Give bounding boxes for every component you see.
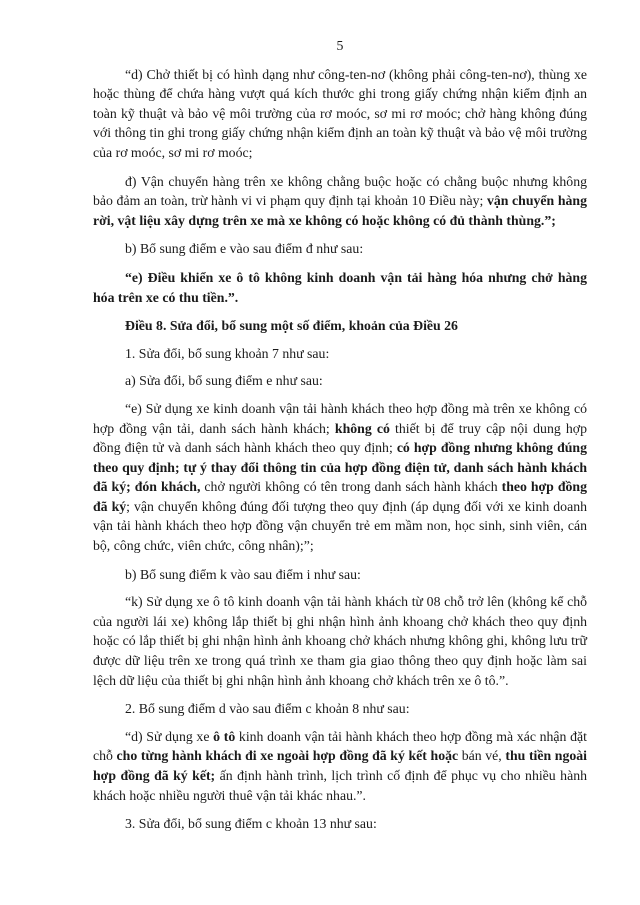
paragraph-text: 3. Sửa đổi, bổ sung điểm c khoản 13 như sau: [125,816,377,832]
paragraph-text: “d) Sử dụng xe [125,728,214,744]
article-8-heading [93,316,587,336]
paragraph-clause-1a [93,371,587,391]
paragraph-clause-3 [93,814,587,834]
paragraph-text: bán vé, [458,748,506,764]
paragraph-point-e [93,268,587,307]
paragraph-text: b) Bổ sung điểm k vào sau điểm i như sau: [125,566,361,582]
paragraph-clause-1 [93,344,587,364]
paragraph-bold-text: cho từng hành khách đi xe ngoài hợp đồng đã ký kết hoặc [116,748,459,764]
paragraph-text: đ) Vận chuyển hàng trên xe không chằng buộc hoặc có chằng buộc nhưng không bảo đảm an toàn, trừ hành vi vi phạm quy định tại khoản 10 Điều này; [93,173,587,209]
paragraph-point-d [93,65,587,163]
paragraph-point-e-contract [93,399,587,556]
paragraph-text: ấn định hành trình, lịch trình cố định để phục vụ cho nhiều hành khách hoặc nhiều người thuê vận tải khác nhau.”. [93,768,587,803]
paragraph-text: 1. Sửa đổi, bổ sung khoản 7 như sau: [125,345,330,361]
paragraph-bold-text: thu tiền ngoài hợp đồng đã ký kết; [93,748,587,783]
paragraph-text: chở người không có tên trong danh sách hành khách [200,479,502,495]
paragraph-text: b) Bổ sung điểm e vào sau điểm đ như sau: [125,241,364,257]
paragraph-point-dd [93,172,587,231]
paragraph-bold-text: ô tô [213,728,236,744]
article-heading-text: Điều 8. Sửa đổi, bổ sung một số điểm, khoản của Điều 26 [125,318,458,334]
paragraph-bold-text: có hợp đồng nhưng không đúng theo quy định; tự ý thay đổi thông tin của hợp đồng điện tử, danh sách hành khách đã ký; đón khách, [93,440,587,495]
paragraph-add-point-e [93,239,587,259]
paragraph-bold-text: không có [334,420,390,436]
paragraph-text: “d) Chở thiết bị có hình dạng như công-ten-nơ (không phải công-ten-nơ), thùng xe hoặc thùng để chứa hàng vượt quá kích thước ghi trong giấy chứng nhận kiểm định an toàn kỹ thuật và bảo vệ môi trường của rơ moóc, sơ mi rơ moóc; chở hàng không đúng với thông tin ghi trong giấy chứng nhận kiểm định an toàn kỹ thuật và bảo vệ môi trường của rơ moóc, sơ mi rơ moóc; [93,66,587,160]
paragraph-bold-text: vận chuyển hàng rời, vật liệu xây dựng trên xe mà xe không có hoặc không có đủ thành thùng.”; [93,193,587,228]
paragraph-bold-text: “e) Điều khiển xe ô tô không kinh doanh vận tải hàng hóa nhưng chở hàng hóa trên xe có thu tiền.”. [93,269,587,305]
paragraph-clause-2 [93,699,587,719]
paragraph-text: 2. Bổ sung điểm d vào sau điểm c khoản 8 như sau: [125,701,410,717]
paragraph-text: “e) Sử dụng xe kinh doanh vận tải hành khách theo hợp đồng mà trên xe không có hợp đồng vận tải, danh sách hành khách; [93,400,587,436]
paragraph-bold-text: theo hợp đồng đã ký [93,479,587,514]
paragraph-point-k [93,592,587,690]
paragraph-text: a) Sửa đổi, bổ sung điểm e như sau: [125,373,323,389]
paragraph-add-point-k [93,565,587,585]
paragraph-text: kinh doanh vận tải hành khách theo hợp đồng mà xác nhận đặt chỗ [93,728,588,764]
page-number: 5 [336,38,344,53]
paragraph-text: “k) Sử dụng xe ô tô kinh doanh vận tải hành khách từ 08 chỗ trở lên (không kể chỗ của người lái xe) không lắp thiết bị ghi nhận hình ảnh khoang chở khách theo quy định hoặc có lắp thiết bị ghi nhận hình ảnh khoang chở khách nhưng không ghi, không lưu trữ được dữ liệu trên xe trong quá trình xe tham gia giao thông theo quy định hoặc làm sai lệch dữ liệu của thiết bị ghi nhận hình ảnh khoang chở khách trên xe ô tô.”. [93,594,587,688]
paragraph-text: thiết bị để truy cập nội dung hợp đồng điện tử và danh sách hành khách theo quy định; [93,420,587,456]
paragraph-text: ; vận chuyển không đúng đối tượng theo quy định (áp dụng đối với xe kinh doanh vận tải hành khách theo hợp đồng vận chuyển trẻ em mầm non, học sinh, sinh viên, cán bộ, công chức, viên chức, công nhân);”; [93,498,587,554]
paragraph-point-d-booking [93,727,587,805]
